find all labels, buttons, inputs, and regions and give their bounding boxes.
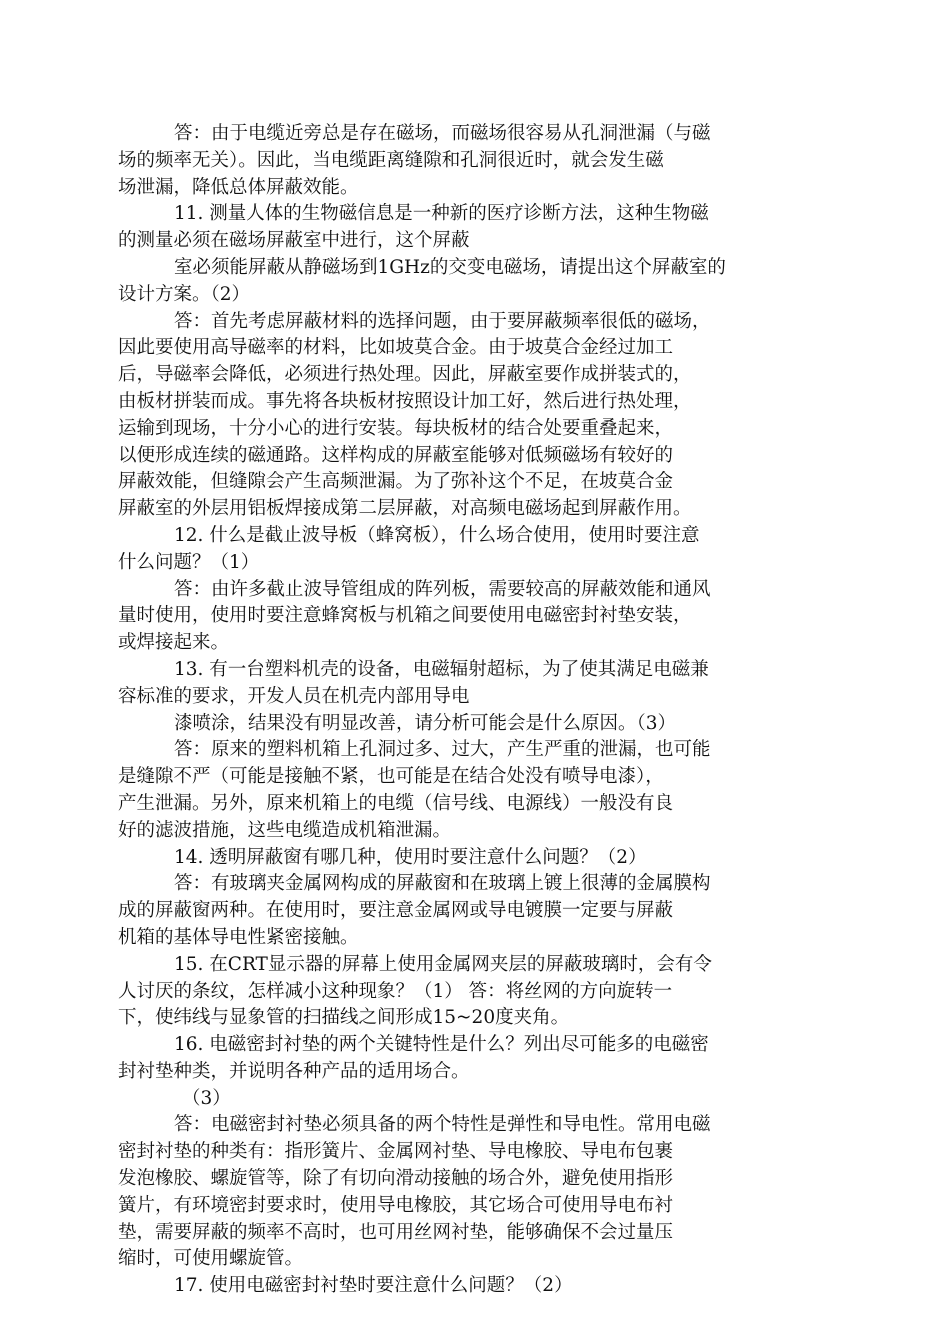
text-line: 什么问题？（1） bbox=[118, 551, 260, 573]
text-line: 缩时，可使用螺旋管。 bbox=[118, 1248, 304, 1270]
answer-line: 答：首先考虑屏蔽材料的选择问题，由于要屏蔽频率很低的磁场， bbox=[174, 310, 711, 332]
text-line: 设计方案。（2） bbox=[118, 283, 251, 305]
text-line: 垫，需要屏蔽的频率不高时，也可用丝网衬垫，能够确保不会过量压 bbox=[118, 1221, 674, 1243]
question-line: 15. 在CRT显示器的屏幕上使用金属网夹层的屏蔽玻璃时，会有令 bbox=[174, 953, 712, 975]
text-line: 机箱的基体导电性紧密接触。 bbox=[118, 926, 359, 948]
text-line: 的测量必须在磁场屏蔽室中进行，这个屏蔽 bbox=[118, 230, 470, 252]
answer-line: 答：电磁密封衬垫必须具备的两个特性是弹性和导电性。常用电磁 bbox=[174, 1114, 711, 1136]
text-line: 以便形成连续的磁通路。这样构成的屏蔽室能够对低频磁场有较好的 bbox=[118, 444, 674, 466]
text-line: 答：由于电缆近旁总是存在磁场，而磁场很容易从孔洞泄漏（与磁 bbox=[174, 123, 711, 144]
question-line: 16. 电磁密封衬垫的两个关键特性是什么？列出尽可能多的电磁密 bbox=[174, 1034, 709, 1056]
text-line: 密封衬垫的种类有：指形簧片、金属网衬垫、导电橡胶、导电布包裹 bbox=[118, 1141, 674, 1163]
text-line: 屏蔽效能，但缝隙会产生高频泄漏。为了弥补这个不足，在坡莫合金 bbox=[118, 471, 674, 493]
text-line: 簧片，有环境密封要求时，使用导电橡胶，其它场合可使用导电布衬 bbox=[118, 1194, 674, 1216]
question-line: 14. 透明屏蔽窗有哪几种，使用时要注意什么问题？（2） bbox=[174, 846, 647, 868]
text-line: 人讨厌的条纹，怎样减小这种现象？（1） 答：将丝网的方向旋转一 bbox=[118, 980, 673, 1002]
answer-line: 答：由许多截止波导管组成的阵列板，需要较高的屏蔽效能和通风 bbox=[174, 578, 711, 600]
text-line: 屏蔽室的外层用铝板焊接成第二层屏蔽，对高频电磁场起到屏蔽作用。 bbox=[118, 498, 692, 520]
question-line: 11. 测量人体的生物磁信息是一种新的医疗诊断方法，这种生物磁 bbox=[174, 203, 709, 225]
text-line: 漆喷涂，结果没有明显改善，请分析可能会是什么原因。（3） bbox=[174, 712, 677, 734]
text-line: 容标准的要求，开发人员在机壳内部用导电 bbox=[118, 685, 470, 707]
text-line: 好的滤波措施，这些电缆造成机箱泄漏。 bbox=[118, 819, 452, 841]
text-line: 由板材拼装而成。事先将各块板材按照设计加工好，然后进行热处理， bbox=[118, 390, 692, 412]
text-line: 因此要使用高导磁率的材料，比如坡莫合金。由于坡莫合金经过加工 bbox=[118, 337, 674, 359]
text-line: 后，导磁率会降低，必须进行热处理。因此，屏蔽室要作成拼装式的， bbox=[118, 364, 692, 386]
text-line: 是缝隙不严（可能是接触不紧，也可能是在结合处没有喷导电漆）， bbox=[118, 766, 664, 788]
text-line: 量时使用，使用时要注意蜂窝板与机箱之间要使用电磁密封衬垫安装， bbox=[118, 605, 692, 627]
text-line: 场的频率无关）。因此，当电缆距离缝隙和孔洞很近时，就会发生磁 bbox=[118, 149, 664, 171]
text-line: 运输到现场，十分小心的进行安装。每块板材的结合处要重叠起来， bbox=[118, 417, 674, 439]
text-line: 发泡橡胶、螺旋管等，除了有切向滑动接触的场合外，避免使用指形 bbox=[118, 1168, 674, 1190]
text-line: 成的屏蔽窗两种。在使用时，要注意金属网或导电镀膜一定要与屏蔽 bbox=[118, 900, 674, 922]
text-line: （3） bbox=[182, 1087, 231, 1109]
text-line: 场泄漏，降低总体屏蔽效能。 bbox=[118, 176, 359, 198]
text-line: 封衬垫种类，并说明各种产品的适用场合。 bbox=[118, 1060, 470, 1082]
question-line: 17. 使用电磁密封衬垫时要注意什么问题？（2） bbox=[174, 1275, 573, 1297]
text-line: 或焊接起来。 bbox=[118, 632, 230, 654]
document-page bbox=[118, 121, 808, 1300]
question-line: 12. 什么是截止波导板（蜂窝板），什么场合使用，使用时要注意 bbox=[174, 524, 700, 546]
answer-line: 答：原来的塑料机箱上孔洞过多、过大，产生严重的泄漏，也可能 bbox=[174, 739, 711, 761]
text-line: 室必须能屏蔽从静磁场到1GHz的交变电磁场，请提出这个屏蔽室的 bbox=[174, 256, 726, 278]
question-line: 13. 有一台塑料机壳的设备，电磁辐射超标，为了使其满足电磁兼 bbox=[174, 658, 709, 680]
answer-line: 答：有玻璃夹金属网构成的屏蔽窗和在玻璃上镀上很薄的金属膜构 bbox=[174, 873, 711, 895]
text-line: 下，使纬线与显象管的扫描线之间形成15~20度夹角。 bbox=[118, 1007, 570, 1029]
text-line: 产生泄漏。另外，原来机箱上的电缆（信号线、电源线）一般没有良 bbox=[118, 792, 674, 814]
